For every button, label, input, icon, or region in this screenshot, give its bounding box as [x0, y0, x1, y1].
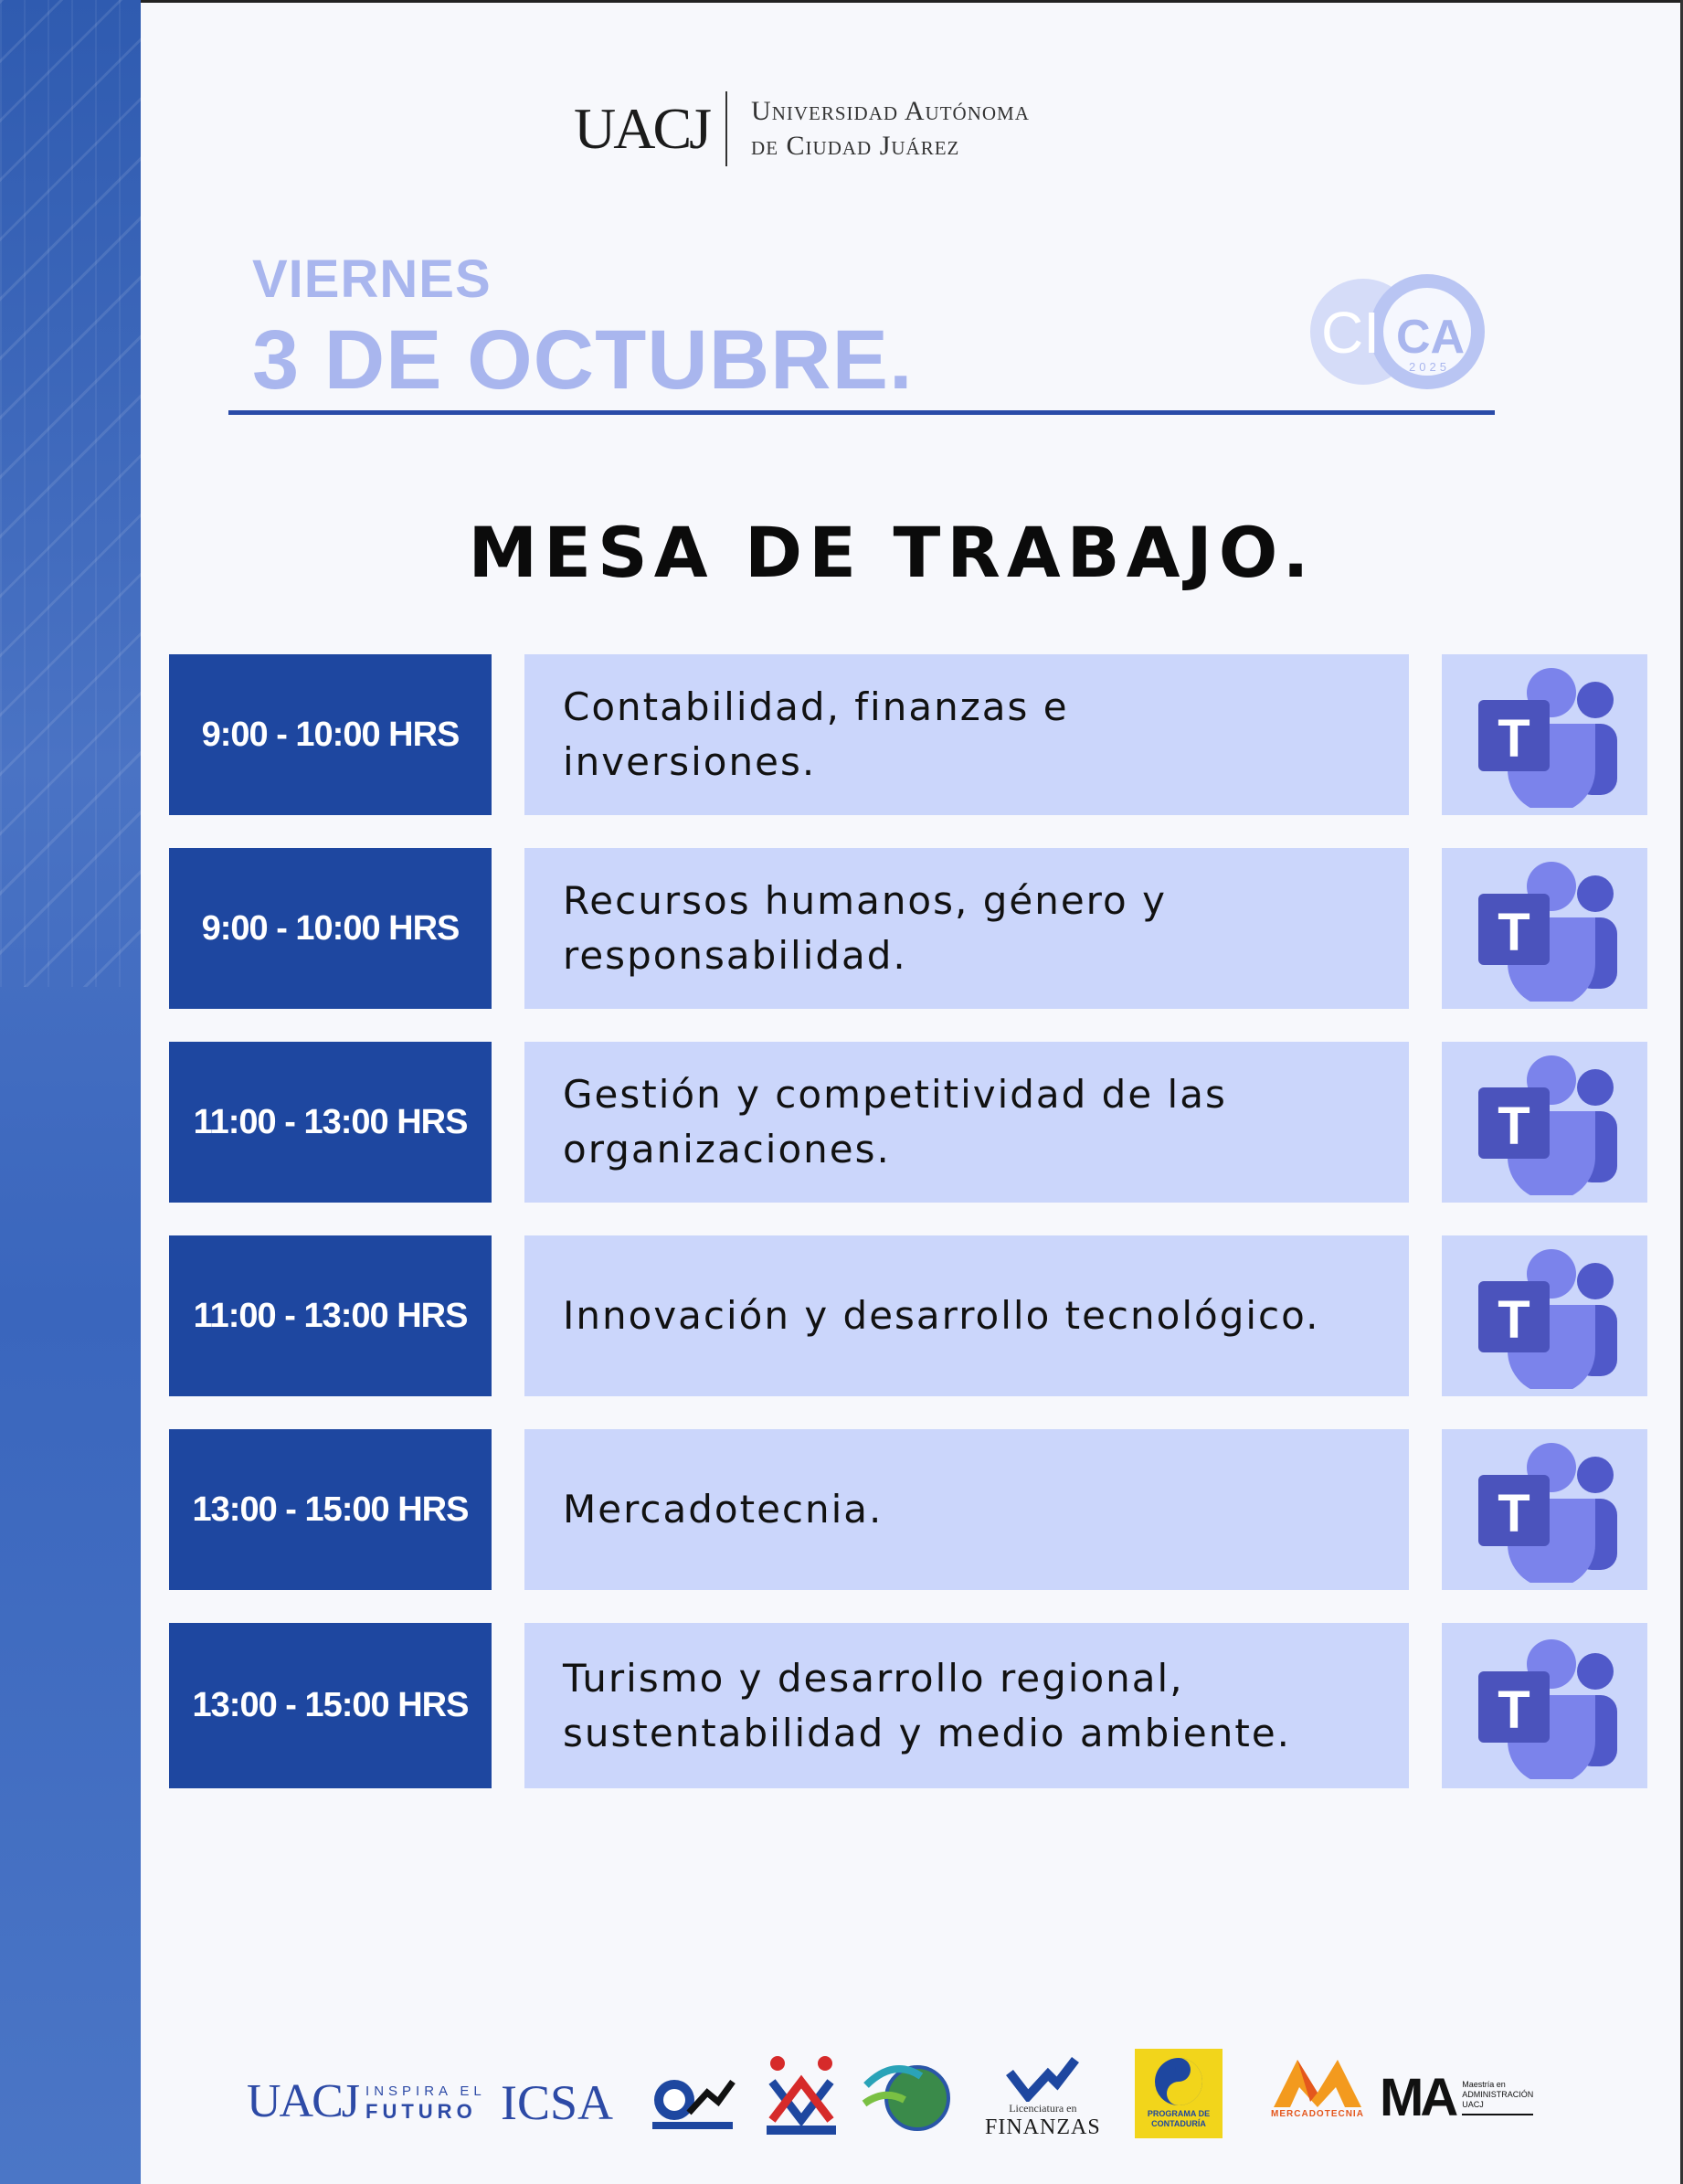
cica-2025-logo — [1308, 272, 1491, 391]
mercadotecnia-logo — [1270, 2056, 1365, 2119]
teams-link-tile[interactable] — [1442, 1429, 1647, 1590]
teams-link-tile[interactable] — [1442, 1623, 1647, 1788]
heading-underline — [228, 410, 1495, 415]
university-name-line2: de Ciudad Juárez — [751, 131, 960, 161]
session-topic-line1: Gestión y competitividad de las — [563, 1072, 1227, 1117]
decorative-side-band — [0, 0, 141, 2184]
session-topic-line2: sustentabilidad y medio ambiente. — [563, 1710, 1292, 1755]
logo-divider — [725, 91, 727, 166]
svg-text:T: T — [1497, 1680, 1530, 1740]
event-day: VIERNES — [252, 249, 492, 309]
ma-text-3: UACJ — [1462, 2100, 1484, 2109]
finanzas-text-2: FINANZAS — [985, 2115, 1101, 2139]
section-title: MESA DE TRABAJO. — [468, 512, 1316, 593]
footer-uacj-tagline-2: FUTURO — [365, 2099, 477, 2123]
event-date: 3 DE OCTUBRE. — [252, 313, 914, 407]
teams-link-tile[interactable] — [1442, 1235, 1647, 1396]
teams-link-tile[interactable] — [1442, 848, 1647, 1009]
ma-text-1: Maestría en — [1462, 2080, 1506, 2089]
footer-logos — [247, 2047, 1544, 2157]
mercadotecnia-text: MERCADOTECNIA — [1271, 2109, 1364, 2119]
session-topic-line1: Contabilidad, finanzas e — [563, 684, 1069, 729]
session-time: 11:00 - 13:00 HRS — [169, 1235, 492, 1396]
teams-link-tile[interactable] — [1442, 1042, 1647, 1203]
session-row — [169, 1235, 1647, 1396]
session-time: 13:00 - 15:00 HRS — [169, 1429, 492, 1590]
teams-icon — [1467, 1243, 1623, 1389]
session-time: 9:00 - 10:00 HRS — [169, 848, 492, 1009]
session-time: 13:00 - 15:00 HRS — [169, 1623, 492, 1788]
ma-text-2: ADMINISTRACIÓN — [1462, 2090, 1534, 2099]
footer-uacj-mark: UACJ — [247, 2075, 359, 2127]
teams-icon — [1467, 855, 1623, 1002]
session-topic — [524, 1623, 1409, 1788]
teams-icon — [1467, 1633, 1623, 1779]
teams-icon — [1467, 1049, 1623, 1195]
yin-yang-icon — [1153, 2056, 1204, 2107]
icsa-logo — [501, 2074, 613, 2131]
session-topic-line2: responsabilidad. — [563, 933, 907, 978]
cica-emblem-main: CI — [1321, 300, 1380, 366]
session-topic — [524, 1429, 1409, 1590]
cica-emblem-sub: CA — [1396, 311, 1466, 364]
session-topic-line2: organizaciones. — [563, 1127, 891, 1172]
finanzas-mark-icon — [1006, 2056, 1079, 2102]
session-row — [169, 1429, 1647, 1590]
contaduria-logo — [1135, 2049, 1223, 2138]
teams-icon — [1467, 662, 1623, 808]
svg-text:T: T — [1497, 903, 1530, 962]
session-topic — [524, 1042, 1409, 1203]
footer-uacj-tagline-1: INSPIRA EL — [365, 2083, 486, 2099]
university-name — [751, 94, 1030, 164]
session-row — [169, 1623, 1647, 1788]
top-border — [141, 0, 1683, 3]
session-topic-line1: Turismo y desarrollo regional, — [563, 1655, 1184, 1701]
globe-program-logo — [857, 2049, 959, 2140]
session-topic — [524, 1235, 1409, 1396]
maestria-administracion-logo — [1380, 2067, 1533, 2128]
svg-text:T: T — [1497, 1097, 1530, 1156]
session-topic — [524, 848, 1409, 1009]
session-topic-line2: inversiones. — [563, 739, 817, 784]
svg-text:T: T — [1497, 1290, 1530, 1350]
session-topic-line1: Recursos humanos, género y — [563, 878, 1167, 923]
svg-text:T: T — [1497, 709, 1530, 769]
session-topic — [524, 654, 1409, 815]
uacj-logo-mark: UACJ — [574, 96, 710, 161]
session-topic-line1: Mercadotecnia. — [563, 1487, 884, 1532]
teams-icon — [1467, 1437, 1623, 1583]
uacj-header-logo — [574, 91, 1030, 166]
footer-icsa: ICSA — [501, 2075, 614, 2130]
session-row — [169, 848, 1647, 1009]
session-time: 9:00 - 10:00 HRS — [169, 654, 492, 815]
mercadotecnia-m-icon — [1270, 2056, 1365, 2109]
session-row — [169, 654, 1647, 815]
finanzas-logo — [985, 2056, 1101, 2140]
contaduria-text: PROGRAMA DE CONTADURÍA — [1147, 2109, 1211, 2128]
ciencias-administrativas-logo — [647, 2073, 738, 2131]
session-row — [169, 1042, 1647, 1203]
svg-text:T: T — [1497, 1484, 1530, 1543]
session-topic-line1: Innovación y desarrollo tecnológico. — [563, 1293, 1320, 1338]
cica-emblem-year: 2025 — [1409, 360, 1450, 374]
teams-link-tile[interactable] — [1442, 654, 1647, 815]
university-name-line1: Universidad Autónoma — [751, 96, 1030, 126]
administracion-de-empresas-logo — [763, 2051, 840, 2138]
finanzas-text-1: Licenciatura en — [1009, 2102, 1077, 2115]
uacj-inspira-logo — [247, 2074, 486, 2128]
session-time: 11:00 - 13:00 HRS — [169, 1042, 492, 1203]
ma-mark: MA — [1380, 2068, 1455, 2127]
